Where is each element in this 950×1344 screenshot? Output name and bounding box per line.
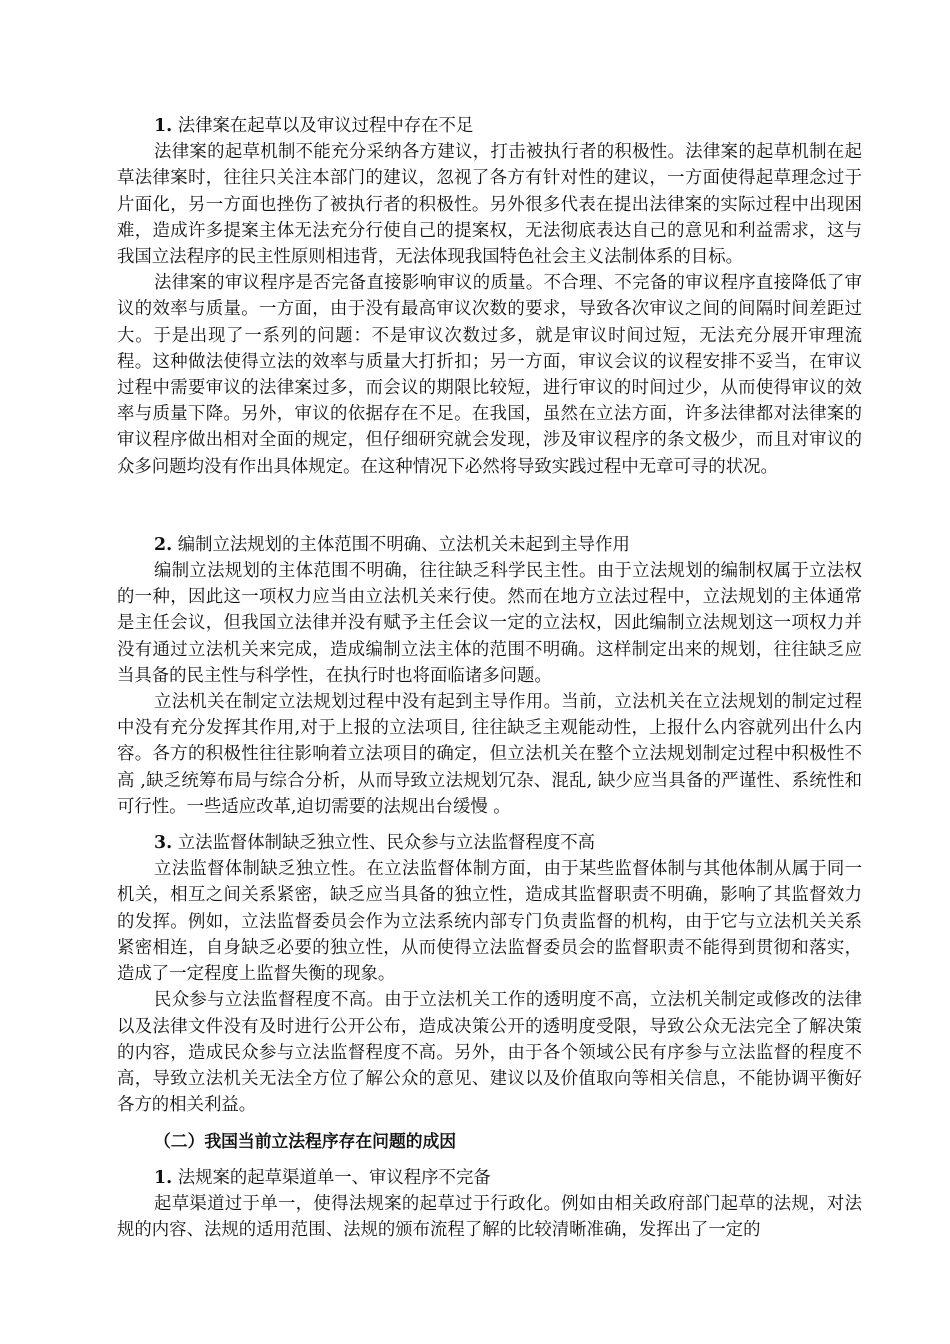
paragraph: 法律案的审议程序是否完备直接影响审议的质量。不合理、不完备的审议程序直接降低了审议的效率与质量。一方面，由于没有最高审议次数的要求，导致各次审议之间的间隔时间差距过大。于是出现了一系列的问题：不是审议次数过多，就是审议时间过短，无法充分展开审理流程。这种做法使得立法的效率与质量大打折扣；另一方面，审议会议的议程安排不妥当，在审议过程中需要审议的法律案过多，而会议的期限比较短，进行审议的时间过少，从而使得审议的效率与质量下降。另外，审议的依据存在不足。在我国，虽然在立法方面，许多法律都对法律案的审议程序做出相对全面的规定，但仔细研究就会发现，涉及审议程序的条文极少，而且对审议的众多问题均没有作出具体规定。在这种情况下必然将导致实践过程中无章可寻的状况。 [117,273,862,477]
heading-number: 1. [154,116,173,136]
spacer [117,820,862,830]
spacer [117,480,862,532]
paragraph: 立法机关在制定立法规划过程中没有起到主导作用。当前，立法机关在立法规划的制定过程中没有充分发挥其作用,对于上报的立法项目, 往往缺乏主观能动性，上报什么内容就列出什么内容。各方的积极性往往影响着立法项目的确定，但立法机关在整个立法规划制定过程中积极性不高 ,缺乏统筹布局与综合分析，从而导致立法规划冗杂、混乱, 缺少应当具备的严谨性、系统性和可行性。一些适应改革,迫切需要的法规出台缓慢 。 [117,692,862,817]
heading-1 [117,113,862,139]
paragraph: 立法监督体制缺乏独立性。在立法监督体制方面，由于某些监督体制与其他体制从属于同一机关，相互之间关系紧密，缺乏应当具备的独立性，造成其监督职责不明确，影响了其监督效力的发挥。例如，立法监督委员会作为立法系统内部专门负责监督的机构，由于它与立法机关关系紧密相连，自身缺乏必要的独立性，从而使得立法监督委员会的监督职责不能得到贯彻和落实，造成了一定程度上监督失衡的现象。 [117,859,862,985]
heading-3 [117,830,862,856]
heading-2 [117,532,862,558]
paragraph: 编制立法规划的主体范围不明确，往往缺乏科学民主性。由于立法规划的编制权属于立法权的一种，因此这一项权力应当由立法机关来行使。然而在地方立法过程中，立法规划的主体通常是主任会议，但我国立法律并没有赋予主任会议一定的立法权，因此编制立法规划这一项权力并没有通过立法机关来完成，造成编制立法主体的范围不明确。这样制定出来的规划，往往缺乏应当具备的民主性与科学性，在执行时也将面临诸多问题。 [117,561,862,686]
heading-number: 3. [154,833,173,854]
heading-number: 2. [154,534,173,555]
heading-number: 1. [154,1167,173,1188]
paragraph: 法律案的起草机制不能充分采纳各方建议，打击被执行者的积极性。法律案的起草机制在起草法律案时，往往只关注本部门的建议，忽视了各方有针对性的建议，一方面使得起草理念过于片面化，另一方面也挫伤了被执行者的积极性。另外很多代表在提出法律案的实际过程中出现困难，造成许多提案主体无法充分行使自己的提案权，无法彻底表达自己的意见和利益需求，这与我国立法程序的民主性原则相违背，无法体现我国特色社会主义法制体系的目标。 [117,142,862,268]
paragraph: 起草渠道过于单一，使得法规案的起草过于行政化。例如由相关政府部门起草的法规，对法规的内容、法规的适用范围、法规的颁布流程了解的比较清晰准确，发挥出了一定的 [117,1193,862,1240]
document-page [117,113,862,1243]
heading-4 [117,1165,862,1191]
heading-text: 编制立法规划的主体范围不明确、立法机关未起到主导作用 [177,534,630,555]
heading-text: 法规案的起草渠道单一、审议程序不完备 [177,1167,491,1188]
spacer [117,1118,862,1128]
heading-text: 立法监督体制缺乏独立性、民众参与立法监督程度不高 [177,833,596,854]
paragraph: 民众参与立法监督程度不高。由于立法机关工作的透明度不高，立法机关制定或修改的法律以及法律文件没有及时进行公开公布，造成决策公开的透明度受限，导致公众无法完全了解决策的内容，造成民众参与立法监督程度不高。另外，由于各个领域公民有序参与立法监督的程度不高，导致立法机关无法全方位了解公众的意见、建议以及价值取向等相关信息，不能协调平衡好各方的相关利益。 [117,990,862,1116]
heading-text: 法律案在起草以及审议过程中存在不足 [177,116,474,136]
section-heading: （二）我国当前立法程序存在问题的成因 [154,1131,457,1152]
spacer [117,1155,862,1165]
